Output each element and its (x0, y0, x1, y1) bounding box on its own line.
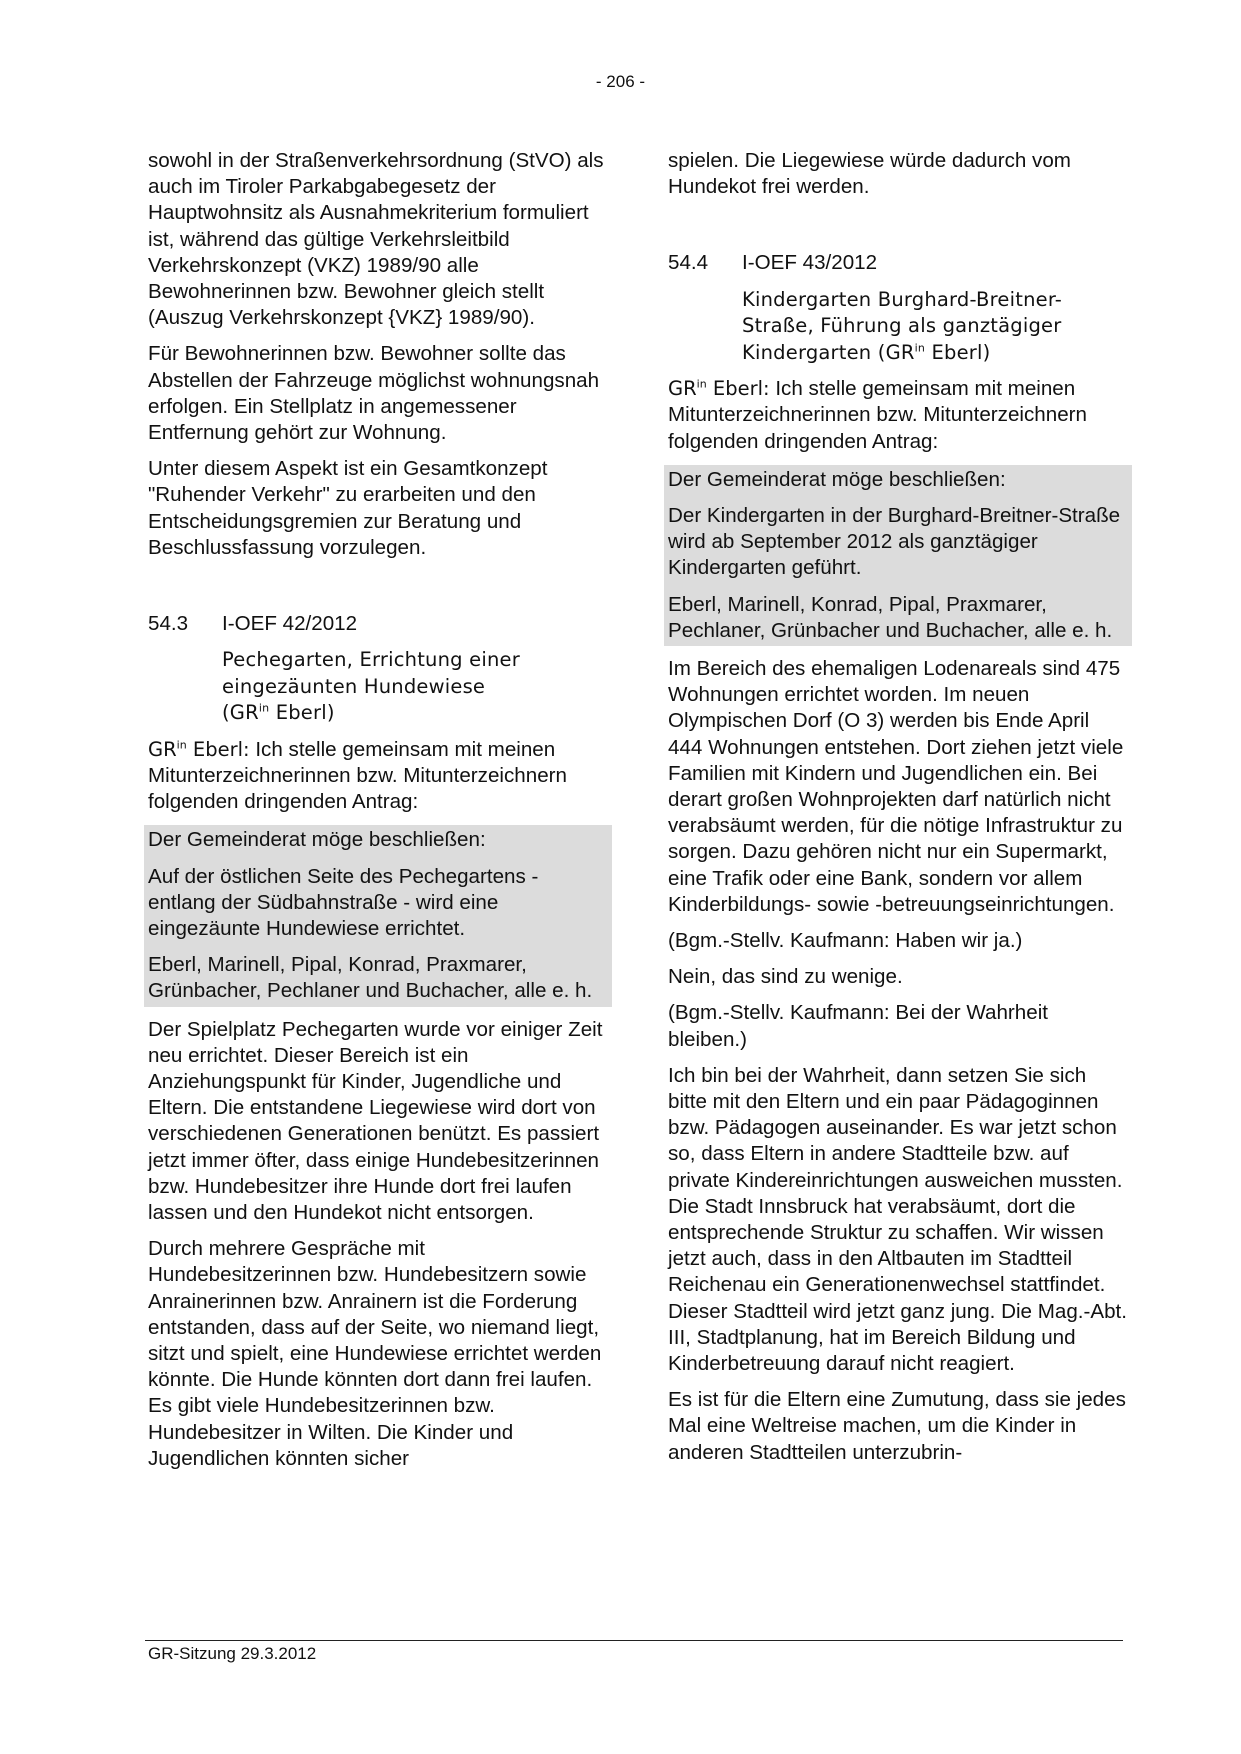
motion-intro: Der Gemeinderat möge beschließen: (148, 828, 486, 852)
page-number: - 206 - (595, 72, 646, 91)
interjection: (Bgm.-Stellv. Kaufmann: Bei der Wahrheit bleiben.) (668, 1001, 1048, 1051)
motion-intro: Der Gemeinderat möge beschließen: (668, 467, 1006, 491)
section-number: 54.3 (148, 612, 189, 636)
paragraph: Im Bereich des ehemaligen Lodenareals sind 475 Wohnungen errichtet worden. Im neuen Olympischen Dorf (O 3) werden bis Ende April 444 Wohnungen entstehen. Dort ziehen jetzt viele Familien mit Kindern und Jugendlichen ein. Bei derart großen Wohnprojekten darf natürlich nicht verabsäumt werden, für die nötige Infrastruktur zu sorgen. Dazu gehören nicht nur ein Supermarkt, eine Trafik oder eine Bank, sondern vor allem Kinderbildungs- sowie -betreuungseinrichtungen. (668, 656, 1124, 916)
interjection: (Bgm.-Stellv. Kaufmann: Haben wir ja.) (668, 928, 1023, 952)
motion-box (664, 465, 1132, 646)
section-number: 54.4 (668, 251, 709, 275)
speaker-paragraph: $GR^{in}$ Eberl: Ich stelle gemeinsam mit meinen Mitunterzeichnerinnen bzw. Mitunterzeichnern folgenden dringenden Antrag: (668, 377, 1087, 453)
paragraph: Es ist für die Eltern eine Zumutung, dass sie jedes Mal eine Weltreise machen, um die Kinder in anderen Stadtteilen unterzubrin- (668, 1388, 1126, 1464)
paragraph: Für Bewohnerinnen bzw. Bewohner sollte das Abstellen der Fahrzeuge möglichst wohnungsnah erfolgen. Ein Stellplatz in angemessener Entfernung gehört zur Wohnung. (148, 342, 600, 445)
paragraph: Der Spielplatz Pechegarten wurde vor einiger Zeit neu errichtet. Dieser Bereich ist ein Anziehungspunkt für Kinder, Jugendliche und Eltern. Die entstandene Liegewiese wird dort von verschiedenen Generationen benützt. Es passiert jetzt immer öfter, dass einige Hundebesitzerinnen bzw. Hundebesitzer ihre Hunde dort frei laufen lassen und den Hundekot nicht entsorgen. (148, 1017, 603, 1224)
speaker-name: $GR^{in}$ Eberl: (668, 377, 770, 401)
paragraph: Ich bin bei der Wahrheit, dann setzen Sie sich bitte mit den Eltern und ein paar Pädagoginnen bzw. Pädagogen auseinander. Es war jetzt schon so, dass Eltern in andere Stadtteile bzw. auf private Kindereinrichtungen ausweichen mussten. Die Stadt Innsbruck hat verabsäumt, dort die entsprechende Struktur zu schaffen. Wir wissen jetzt auch, dass in den Altbauten im Stadtteil Reichenau ein Generationenwechsel stattfindet. Dieser Stadtteil wird jetzt ganz jung. Die Mag.-Abt. III, Stadtplanung, hat im Bereich Bildung und Kinderbetreuung darauf nicht reagiert. (668, 1063, 1127, 1376)
section-heading (668, 250, 1128, 276)
left-column (148, 148, 608, 1482)
section-title-main: Kindergarten Burghard-Breitner-Straße, Führung als ganztägiger Kindergarten (742, 287, 1063, 364)
paragraph: Nein, das sind zu wenige. (668, 965, 903, 989)
motion-text: Der Kindergarten in der Burghard-Breitner-Straße wird ab September 2012 als ganztägiger Kindergarten geführt. (668, 503, 1121, 580)
motion-signers: Eberl, Marinell, Pipal, Konrad, Praxmarer, Grünbacher, Pechlaner und Buchacher, alle e. h. (148, 953, 593, 1003)
section-code: I-OEF 43/2012 (742, 251, 878, 275)
right-column (668, 148, 1128, 1476)
speaker-name: $GR^{in}$ Eberl: (148, 737, 250, 761)
footer-divider (145, 1640, 1123, 1641)
paragraph: Unter diesem Aspekt ist ein Gesamtkonzept "Ruhender Verkehr" zu erarbeiten und den Entscheidungsgremien zur Beratung und Beschlussfassung vorzulegen. (148, 457, 548, 559)
speaker-paragraph: $GR^{in}$ Eberl: Ich stelle gemeinsam mit meinen Mitunterzeichnerinnen bzw. Mitunterzeichnern folgenden dringenden Antrag: (148, 737, 567, 814)
section-code: I-OEF 42/2012 (222, 612, 358, 636)
motion-box (144, 825, 612, 1006)
paragraph: spielen. Die Liegewiese würde dadurch vom Hundekot frei werden. (668, 149, 1071, 199)
paragraph: Durch mehrere Gespräche mit Hundebesitzerinnen bzw. Hundebesitzern sowie Anrainerinnen bzw. Anrainern ist die Forderung entstanden, dass auf der Seite, wo niemand liegt, sitzt und spielt, eine Hundewiese errichtet werden könnte. Die Hunde könnten dort dann frei laufen. Es gibt viele Hundebesitzerinnen bzw. Hundebesitzer in Wilten. Die Kinder und Jugendlichen könnten sicher (148, 1237, 602, 1470)
motion-text: Auf der östlichen Seite des Pechegartens - entlang der Südbahnstraße - wird eine eingezäunte Hundewiese errichtet. (148, 864, 539, 940)
section-heading (148, 611, 608, 637)
footer-session-label: GR-Sitzung 29.3.2012 (148, 1644, 317, 1663)
section-title: Pechegarten, Errichtung einer eingezäunten Hundewiese ($GR^{in}$ Eberl) (222, 648, 520, 725)
section-title: Kindergarten Burghard-Breitner-Straße, Führung als ganztägiger Kindergarten ($GR^{in}$ Eberl) (742, 287, 1063, 364)
paragraph: sowohl in der Straßenverkehrsordnung (StVO) als auch im Tiroler Parkabgabegesetz der Hauptwohnsitz als Ausnahmekriterium formuliert ist, während das gültige Verkehrsleitbild Verkehrskonzept (VKZ) 1989/90 alle Bewohnerinnen bzw. Bewohner gleich stellt (Auszug Verkehrskonzept {VKZ} 1989/90). (148, 149, 604, 330)
motion-signers: Eberl, Marinell, Konrad, Pipal, Praxmarer, Pechlaner, Grünbacher und Buchacher, alle e. h. (668, 592, 1113, 642)
section-title-main: Pechegarten, Errichtung einer eingezäunten Hundewiese (222, 648, 520, 698)
